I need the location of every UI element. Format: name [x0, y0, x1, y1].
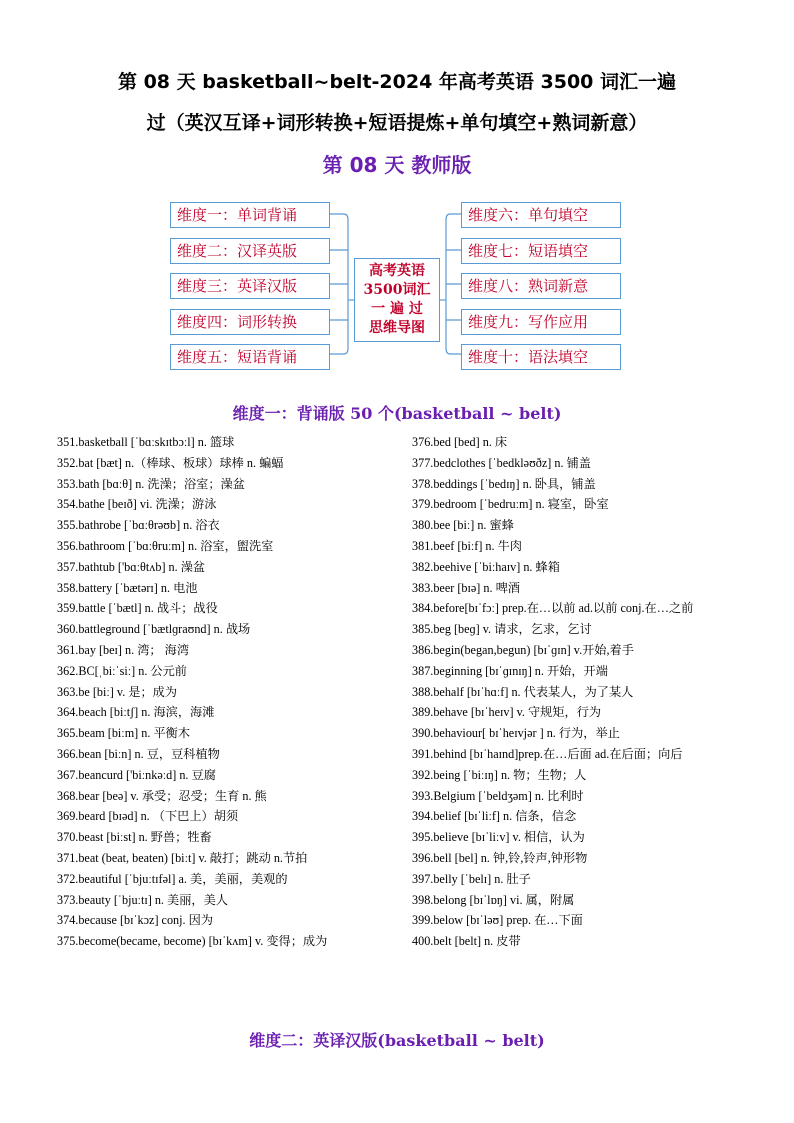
- mindmap-item-dimension-7: 维度七：短语填空: [461, 238, 621, 264]
- vocab-entry: 391.behind [bɪˈhaɪnd]prep.在…后面 ad.在后面；向后: [412, 746, 683, 761]
- mindmap-item-dimension-6: 维度六：单句填空: [461, 202, 621, 228]
- vocab-entry: 372.beautiful [ˈbjuːtɪfəl] a. 美，美丽，美观的: [57, 871, 288, 886]
- vocab-entry: 365.beam [biːm] n. 平衡木: [57, 726, 191, 741]
- mindmap-center: [354, 258, 440, 342]
- vocab-entry: 371.beat (beat, beaten) [biːt] v. 敲打；跳动 n.节拍: [57, 850, 308, 865]
- vocab-entry: 381.beef [biːf] n. 牛肉: [412, 538, 522, 553]
- vocab-entry: 392.being [ˈbiːɪŋ] n. 物；生物；人: [412, 767, 587, 782]
- vocab-entry: 356.bathroom [ˈbɑːθruːm] n. 浴室，盥洗室: [57, 538, 274, 553]
- vocab-entry: 375.become(became, become) [bɪˈkʌm] v. 变得；成为: [57, 934, 328, 949]
- vocab-entry: 394.belief [bɪˈliːf] n. 信条，信念: [412, 809, 577, 824]
- vocab-entry: 378.beddings [ˈbedɪŋ] n. 卧具，铺盖: [412, 476, 596, 491]
- vocab-entry: 360.battleground [ˈbætlɡraʊnd] n. 战场: [57, 622, 251, 637]
- mindmap-item-dimension-4: 维度四：词形转换: [170, 309, 330, 335]
- vocab-list-right: [412, 432, 693, 952]
- vocab-entry: 379.bedroom [ˈbedruːm] n. 寝室，卧室: [412, 497, 609, 512]
- mindmap-item-dimension-3: 维度三：英译汉版: [170, 273, 330, 299]
- vocab-entry: 374.because [bɪˈkɔz] conj. 因为: [57, 913, 214, 928]
- vocab-entry: 386.begin(began,begun) [bɪˈɡɪn] v.开始,着手: [412, 642, 634, 657]
- vocab-entry: 352.bat [bæt] n.（棒球、板球）球棒 n. 蝙蝠: [57, 455, 284, 470]
- mindmap-item-dimension-2: 维度二：汉译英版: [170, 238, 330, 264]
- vocab-entry: 388.behalf [bɪˈhɑːf] n. 代表某人，为了某人: [412, 684, 634, 699]
- vocab-entry: 358.battery [ˈbætərɪ] n. 电池: [57, 580, 198, 595]
- vocab-entry: 400.belt [belt] n. 皮带: [412, 934, 521, 949]
- vocab-entry: 357.bathtub ['bɑːθtʌb] n. 澡盆: [57, 559, 206, 574]
- vocab-entry: 399.below [bɪˈləʊ] prep. 在…下面: [412, 913, 583, 928]
- vocab-entry: 397.belly [ˈbelɪ] n. 肚子: [412, 871, 531, 886]
- vocab-entry: 383.beer [bɪə] n. 啤酒: [412, 580, 520, 595]
- vocab-entry: 351.basketball [ˈbɑːskɪtbɔːl] n. 篮球: [57, 435, 235, 449]
- vocab-entry: 376.bed [bed] n. 床: [412, 435, 508, 449]
- vocab-entry: 366.bean [biːn] n. 豆，豆科植物: [57, 746, 220, 761]
- mindmap-item-dimension-8: 维度八：熟词新意: [461, 273, 621, 299]
- vocab-entry: 387.beginning [bɪˈɡɪnɪŋ] n. 开始，开端: [412, 663, 608, 678]
- mindmap-item-dimension-1: 维度一：单词背诵: [170, 202, 330, 228]
- vocab-entry: 390.behaviour[ bɪˈheɪvjər ] n. 行为，举止: [412, 726, 620, 741]
- vocab-entry: 361.bay [beɪ] n. 湾； 海湾: [57, 642, 190, 657]
- vocab-entry: 368.bear [beə] v. 承受；忍受；生育 n. 熊: [57, 788, 267, 803]
- vocab-entry: 384.before[bɪˈfɔː] prep.在…以前 ad.以前 conj.在…之前: [412, 601, 694, 616]
- vocab-entry: 359.battle [ˈbætl] n. 战斗；战役: [57, 601, 218, 616]
- vocab-entry: 377.bedclothes [ˈbedkləʊðz] n. 铺盖: [412, 455, 591, 470]
- mindmap-item-dimension-10: 维度十：语法填空: [461, 344, 621, 370]
- mindmap-center-line: 思维导图: [369, 320, 425, 336]
- mindmap-center-line: 一 遍 过: [371, 301, 423, 317]
- page-subtitle: 第 08 天 教师版: [322, 153, 472, 177]
- section2-title: 维度二：英译汉版(basketball ~ belt): [249, 1031, 545, 1050]
- mindmap-center-line: 高考英语: [369, 263, 425, 279]
- vocab-entry: 396.bell [bel] n. 钟,铃,铃声,钟形物: [412, 850, 588, 865]
- mindmap-item-dimension-5: 维度五：短语背诵: [170, 344, 330, 370]
- vocab-entry: 373.beauty [ˈbjuːtɪ] n. 美丽，美人: [57, 892, 228, 907]
- vocab-entry: 398.belong [bɪˈlɒŋ] vi. 属，附属: [412, 892, 575, 907]
- vocab-list-left: [57, 432, 327, 952]
- page-title-line2: 过（英汉互译+词形转换+短语提炼+单句填空+熟词新意）: [146, 112, 648, 134]
- vocab-entry: 380.bee [biː] n. 蜜蜂: [412, 518, 514, 533]
- vocab-entry: 363.be [biː] v. 是；成为: [57, 684, 178, 699]
- vocab-entry: 353.bath [bɑːθ] n. 洗澡；浴室；澡盆: [57, 476, 245, 491]
- vocab-entry: 364.beach [biːtʃ] n. 海滨，海滩: [57, 705, 215, 720]
- vocab-entry: 370.beast [biːst] n. 野兽；牲畜: [57, 830, 212, 845]
- section1-title: 维度一：背诵版 50 个(basketball ~ belt): [232, 404, 562, 423]
- mindmap-item-dimension-9: 维度九：写作应用: [461, 309, 621, 335]
- vocab-entry: 393.Belgium [ˈbeldʒəm] n. 比利时: [412, 788, 584, 803]
- vocab-entry: 367.beancurd ['biːnkəːd] n. 豆腐: [57, 767, 216, 782]
- vocab-entry: 369.beard [bɪəd] n. （下巴上）胡须: [57, 809, 239, 824]
- vocab-entry: 395.believe [bɪˈliːv] v. 相信，认为: [412, 830, 585, 845]
- vocab-entry: 389.behave [bɪˈheɪv] v. 守规矩，行为: [412, 705, 602, 720]
- vocab-entry: 362.BC[ˌbiːˈsiː] n. 公元前: [57, 663, 187, 678]
- vocab-entry: 385.beg [beɡ] v. 请求，乞求，乞讨: [412, 622, 592, 637]
- mindmap-center-line: 3500词汇: [363, 282, 431, 298]
- vocab-entry: 355.bathrobe [ˈbɑːθrəʊb] n. 浴衣: [57, 518, 220, 533]
- vocab-entry: 354.bathe [beɪð] vi. 洗澡；游泳: [57, 497, 217, 512]
- vocab-entry: 382.beehive [ˈbiːhaɪv] n. 蜂箱: [412, 559, 560, 574]
- page-title-line1: 第 08 天 basketball~belt-2024 年高考英语 3500 词汇一遍: [117, 71, 677, 93]
